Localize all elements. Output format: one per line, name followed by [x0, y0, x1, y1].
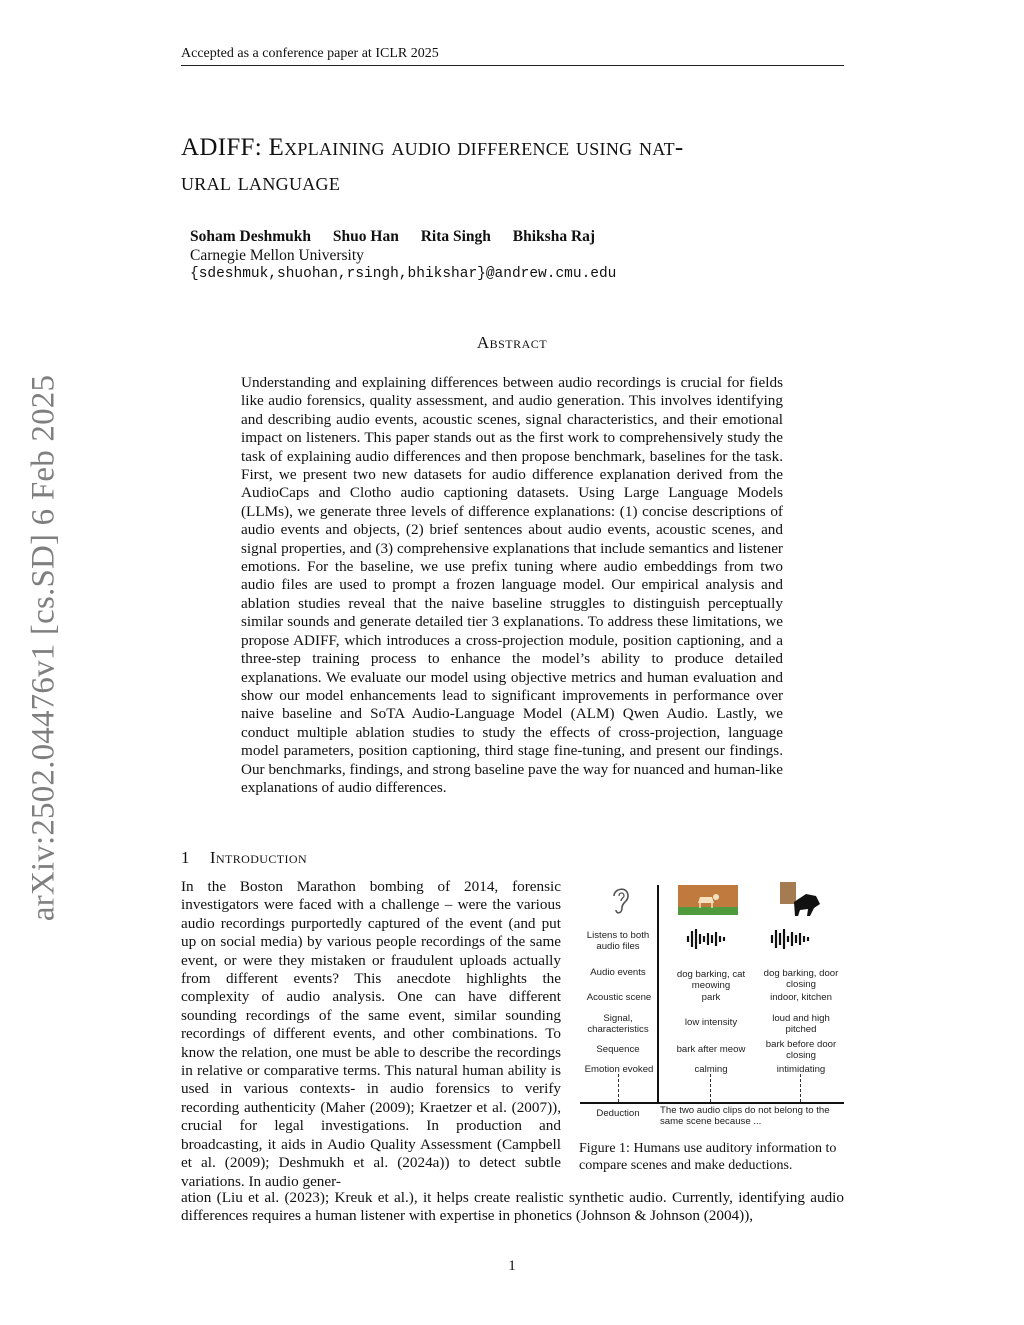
- cell-clip-b: dog barking, door closing: [763, 968, 839, 990]
- title-line-1: ADIFF: Explaining audio difference using nat-: [181, 134, 684, 161]
- dashed-connector: [800, 1074, 801, 1102]
- park-dog-cat-icon: [678, 885, 738, 915]
- row-label: Signal, characteristics: [587, 1013, 649, 1035]
- section-heading: [181, 848, 307, 868]
- kitchen-dog-icon: [780, 882, 824, 918]
- dashed-connector: [710, 1074, 711, 1102]
- cell-clip-b: indoor, kitchen: [770, 992, 832, 1003]
- section-title: Introduction: [209, 848, 308, 867]
- abstract-heading: Abstract: [476, 333, 548, 352]
- deduction-text: The two audio clips do not belong to the same scene because ...: [660, 1105, 830, 1127]
- author-name: Shuo Han: [332, 228, 399, 245]
- waveform-icon-a: [686, 928, 730, 950]
- figure-caption: Figure 1: Humans use auditory information to compare scenes and make deductions.: [579, 1141, 837, 1173]
- ear-icon: [610, 884, 632, 916]
- page-number: 1: [508, 1258, 516, 1274]
- cell-clip-a: dog barking, cat meowing: [676, 969, 746, 991]
- row-label: Audio events: [590, 967, 646, 978]
- author-name: Soham Deshmukh: [190, 228, 312, 245]
- abstract-text: Understanding and explaining differences between audio recordings is crucial for fields like audio forensics, quality assessment, and audio generation. This involves identifying and describing audio events, acoustic scenes, signal characteristics, and their emotional impact on listeners. This paper stands out as the first work to comprehensively study the task of explaining audio differences and then propose benchmark, baselines for the task. First, we present two new datasets for audio difference explanation derived from the AudioCaps and Clotho audio captioning datasets. Using Large Language Models (LLMs), we generate three levels of difference explanations: (1) concise descriptions of audio events and objects, (2) brief sentences about audio events, acoustic scenes, and signal properties, and (3) comprehensive explanations that include semantics and listener emotions. For the baseline, we use prefix tuning where audio embeddings from two audio files are used to prompt a frozen language model. Our empirical analysis and ablation studies reveal that the naive baseline struggles to distinguish perceptually similar sounds and generate detailed tier 3 explanations. To address these limitations, we propose ADIFF, which introduces a cross-projection module, position captioning, and a three-step training process to enhance the model’s ability to produce detailed explanations. We evaluate our model using objective metrics and human evaluation and show our model enhancements lead to significant improvements in performance over naive baseline and SoTA Audio-Language Model (ALM) Qwen Audio. Lastly, we conduct multiple ablation studies to study the effects of cross-projection, language model parameters, position captioning, third stage fine-tuning, and present our findings. Our benchmarks, findings, and strong baseline pave the way for nuanced and human-like explanations of audio differences.: [241, 374, 783, 796]
- title-line-2: ural language: [181, 169, 341, 196]
- cell-clip-a: low intensity: [684, 1017, 738, 1028]
- author-name: Bhiksha Raj: [512, 228, 596, 245]
- arxiv-stamp: arXiv:2502.04476v1 [cs.SD] 6 Feb 2025: [25, 374, 62, 922]
- intro-paragraph: In the Boston Marathon bombing of 2014, forensic investigators were faced with a challenge – were the various audio recordings purportedly captured of the event (and put up on social media) by various people recordings of the same event, or were they mistaken or fraudulent uploads actually from different events? This anecdote highlights the complexity of audio analysis. One can have different sounding recordings of the same event, similar sounding recordings of different events, and other combinations. To know the relation, one must be able to describe the recordings in relative or comparative terms. This natural human ability is used in various contexts- in audio forensics to verify recording authenticity (Maher (2009); Kraetzer et al. (2007)), crucial for legal investigations. In production and broadcasting, it aids in Audio Quality Assessment (Campbell et al. (2009); Deshmukh et al. (2024a)) to detect subtle variations. In audio gener-: [181, 878, 561, 1190]
- row-label: Emotion evoked: [584, 1064, 654, 1075]
- author-block: [190, 227, 830, 284]
- author-names: [190, 227, 830, 246]
- section-number: 1: [181, 848, 190, 867]
- figure-1: [578, 880, 846, 1132]
- row-label: Acoustic scene: [586, 992, 652, 1003]
- cell-clip-a: calming: [694, 1064, 728, 1075]
- running-header: Accepted as a conference paper at ICLR 2025: [181, 46, 439, 61]
- row-label: Sequence: [596, 1044, 640, 1055]
- author-name: Rita Singh: [420, 228, 491, 245]
- cell-clip-a: bark after meow: [676, 1044, 746, 1055]
- cell-clip-a: park: [701, 992, 721, 1003]
- deduction-label: Deduction: [596, 1108, 640, 1119]
- affiliation: Carnegie Mellon University: [190, 247, 364, 264]
- dashed-connector: [618, 1074, 619, 1102]
- cell-clip-b: loud and high pitched: [772, 1013, 830, 1035]
- paper-title: [181, 130, 851, 200]
- cell-clip-b: bark before door closing: [765, 1039, 837, 1061]
- listens-label: Listens to both audio files: [586, 930, 650, 952]
- intro-paragraph-continued: ation (Liu et al. (2023); Kreuk et al.), it helps create realistic synthetic audio. Currently, identifying audio differences requires a human listener with expertise in phonetics (Johnson & Johnson (2004)),: [181, 1189, 844, 1225]
- cell-clip-b: intimidating: [776, 1064, 826, 1075]
- header-rule: [181, 65, 844, 66]
- author-emails: {sdeshmuk,shuohan,rsingh,bhikshar}@andrew.cmu.edu: [190, 266, 617, 282]
- figure-divider-horizontal: [580, 1102, 844, 1104]
- waveform-icon-b: [770, 928, 814, 950]
